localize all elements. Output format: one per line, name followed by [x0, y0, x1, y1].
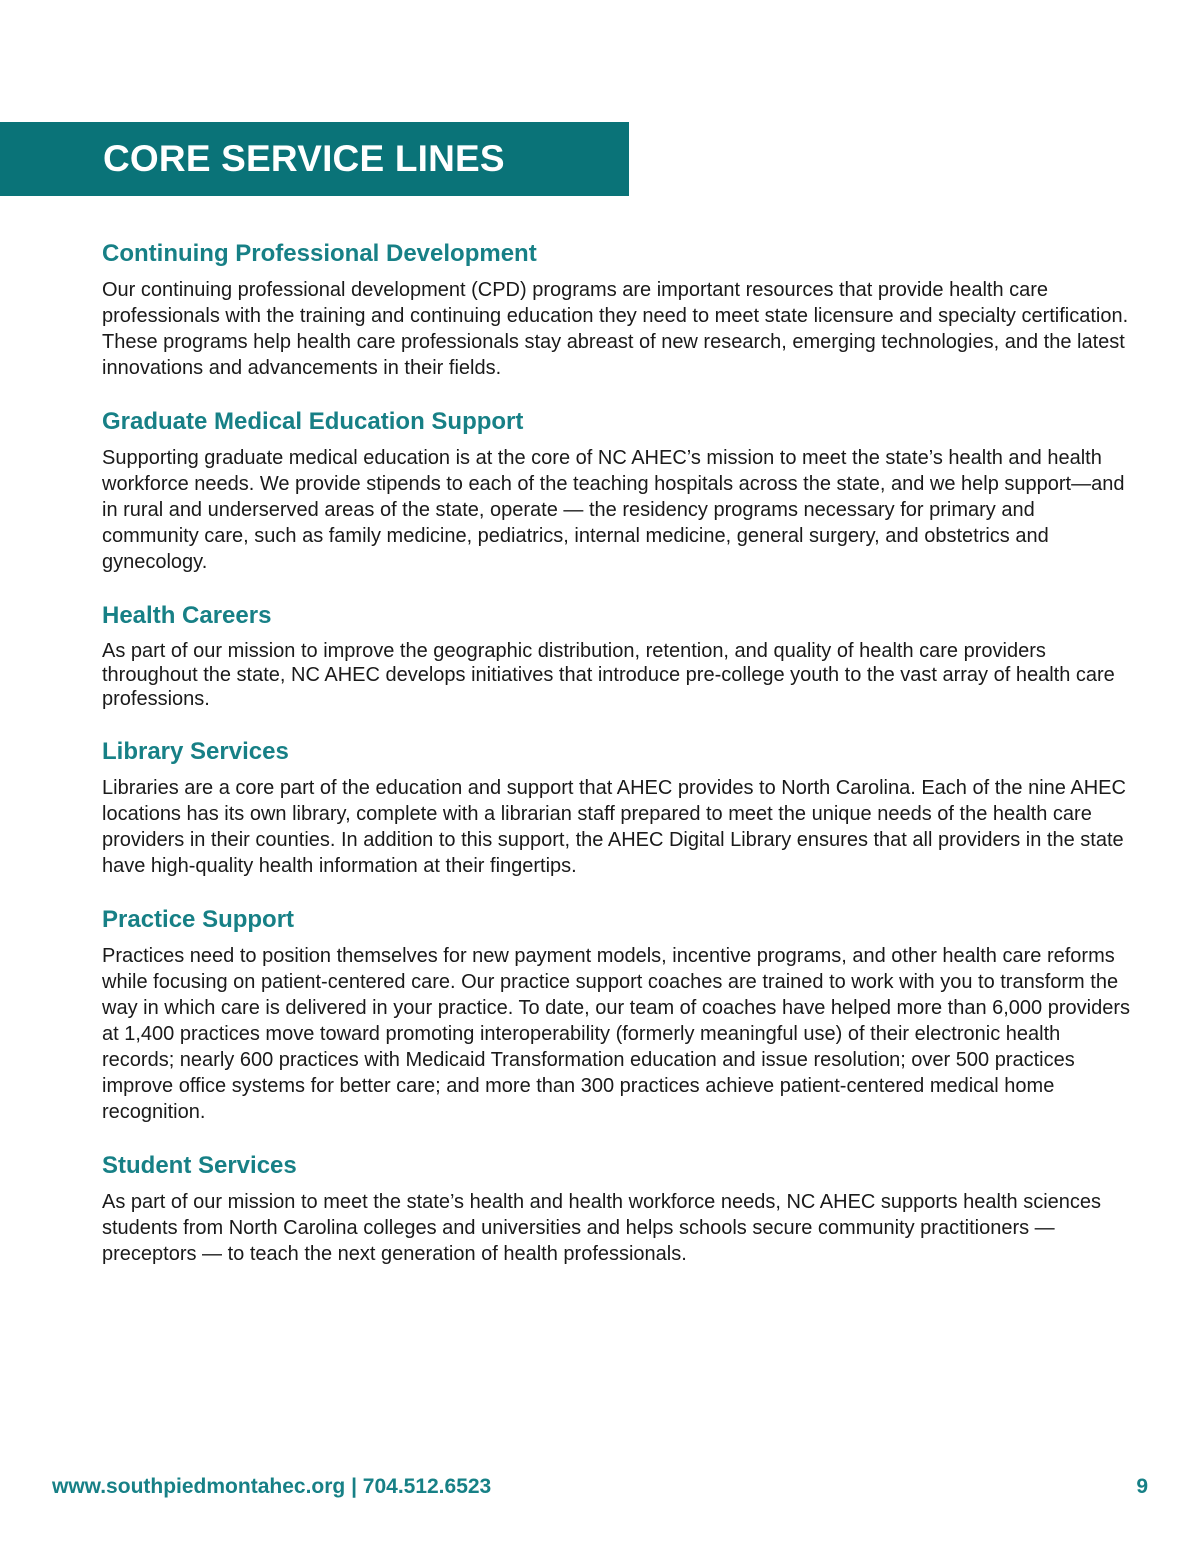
- section-practice-support: [102, 904, 1132, 1125]
- section-health-careers: [102, 600, 1132, 711]
- section-continuing-professional-development: [102, 238, 1132, 381]
- page-title: CORE SERVICE LINES: [103, 138, 505, 179]
- section-heading: Practice Support: [102, 906, 295, 933]
- section-body: Supporting graduate medical education is at the core of NC AHEC’s mission to meet the state’s health and health workforce needs. We provide stipends to each of the teaching hospitals across the state, and we help support—and in rural and underserved areas of the state, operate — the residency programs necessary for primary and community care, such as family medicine, pediatrics, internal medicine, general surgery, and obstetrics and gynecology.: [102, 447, 1125, 573]
- section-body: As part of our mission to improve the geographic distribution, retention, and quality of health care providers throughout the state, NC AHEC develops initiatives that introduce pre-college youth to the vast array of health care professions.: [102, 640, 1115, 710]
- section-body: Our continuing professional development (CPD) programs are important resources that provide health care professionals with the training and continuing education they need to meet state licensure and specialty certification. These programs help health care professionals stay abreast of new research, emerging technologies, and the latest innovations and advancements in their fields.: [102, 279, 1129, 379]
- section-student-services: [102, 1150, 1132, 1267]
- section-heading: Continuing Professional Development: [102, 240, 537, 267]
- section-heading: Library Services: [102, 738, 289, 765]
- section-library-services: [102, 736, 1132, 879]
- page-footer: [52, 1475, 1148, 1503]
- page-number: 9: [1136, 1475, 1148, 1498]
- section-heading: Graduate Medical Education Support: [102, 408, 524, 435]
- section-body: As part of our mission to meet the state’s health and health workforce needs, NC AHEC supports health sciences students from North Carolina colleges and universities and helps schools secure community practitioners —preceptors — to teach the next generation of health professionals.: [102, 1191, 1102, 1265]
- section-body: Practices need to position themselves for new payment models, incentive programs, and other health care reforms while focusing on patient-centered care. Our practice support coaches are trained to work with you to transform the way in which care is delivered in your practice. To date, our team of coaches have helped more than 6,000 providers at 1,400 practices move toward promoting interoperability (formerly meaningful use) of their electronic health records; nearly 600 practices with Medicaid Transformation education and issue resolution; over 500 practices improve office systems for better care; and more than 300 practices achieve patient-centered medical home recognition.: [102, 945, 1130, 1123]
- section-graduate-medical-education-support: [102, 406, 1132, 575]
- section-heading: Student Services: [102, 1152, 297, 1179]
- section-heading: Health Careers: [102, 602, 272, 629]
- service-lines-content: [102, 238, 1132, 1292]
- title-banner: [0, 122, 629, 196]
- footer-contact-link[interactable]: www.southpiedmontahec.org | 704.512.6523: [52, 1475, 492, 1498]
- section-body: Libraries are a core part of the education and support that AHEC provides to North Carolina. Each of the nine AHEC locations has its own library, complete with a librarian staff prepared to meet the unique needs of the health care providers in their counties. In addition to this support, the AHEC Digital Library ensures that all providers in the state have high-quality health information at their fingertips.: [102, 777, 1126, 877]
